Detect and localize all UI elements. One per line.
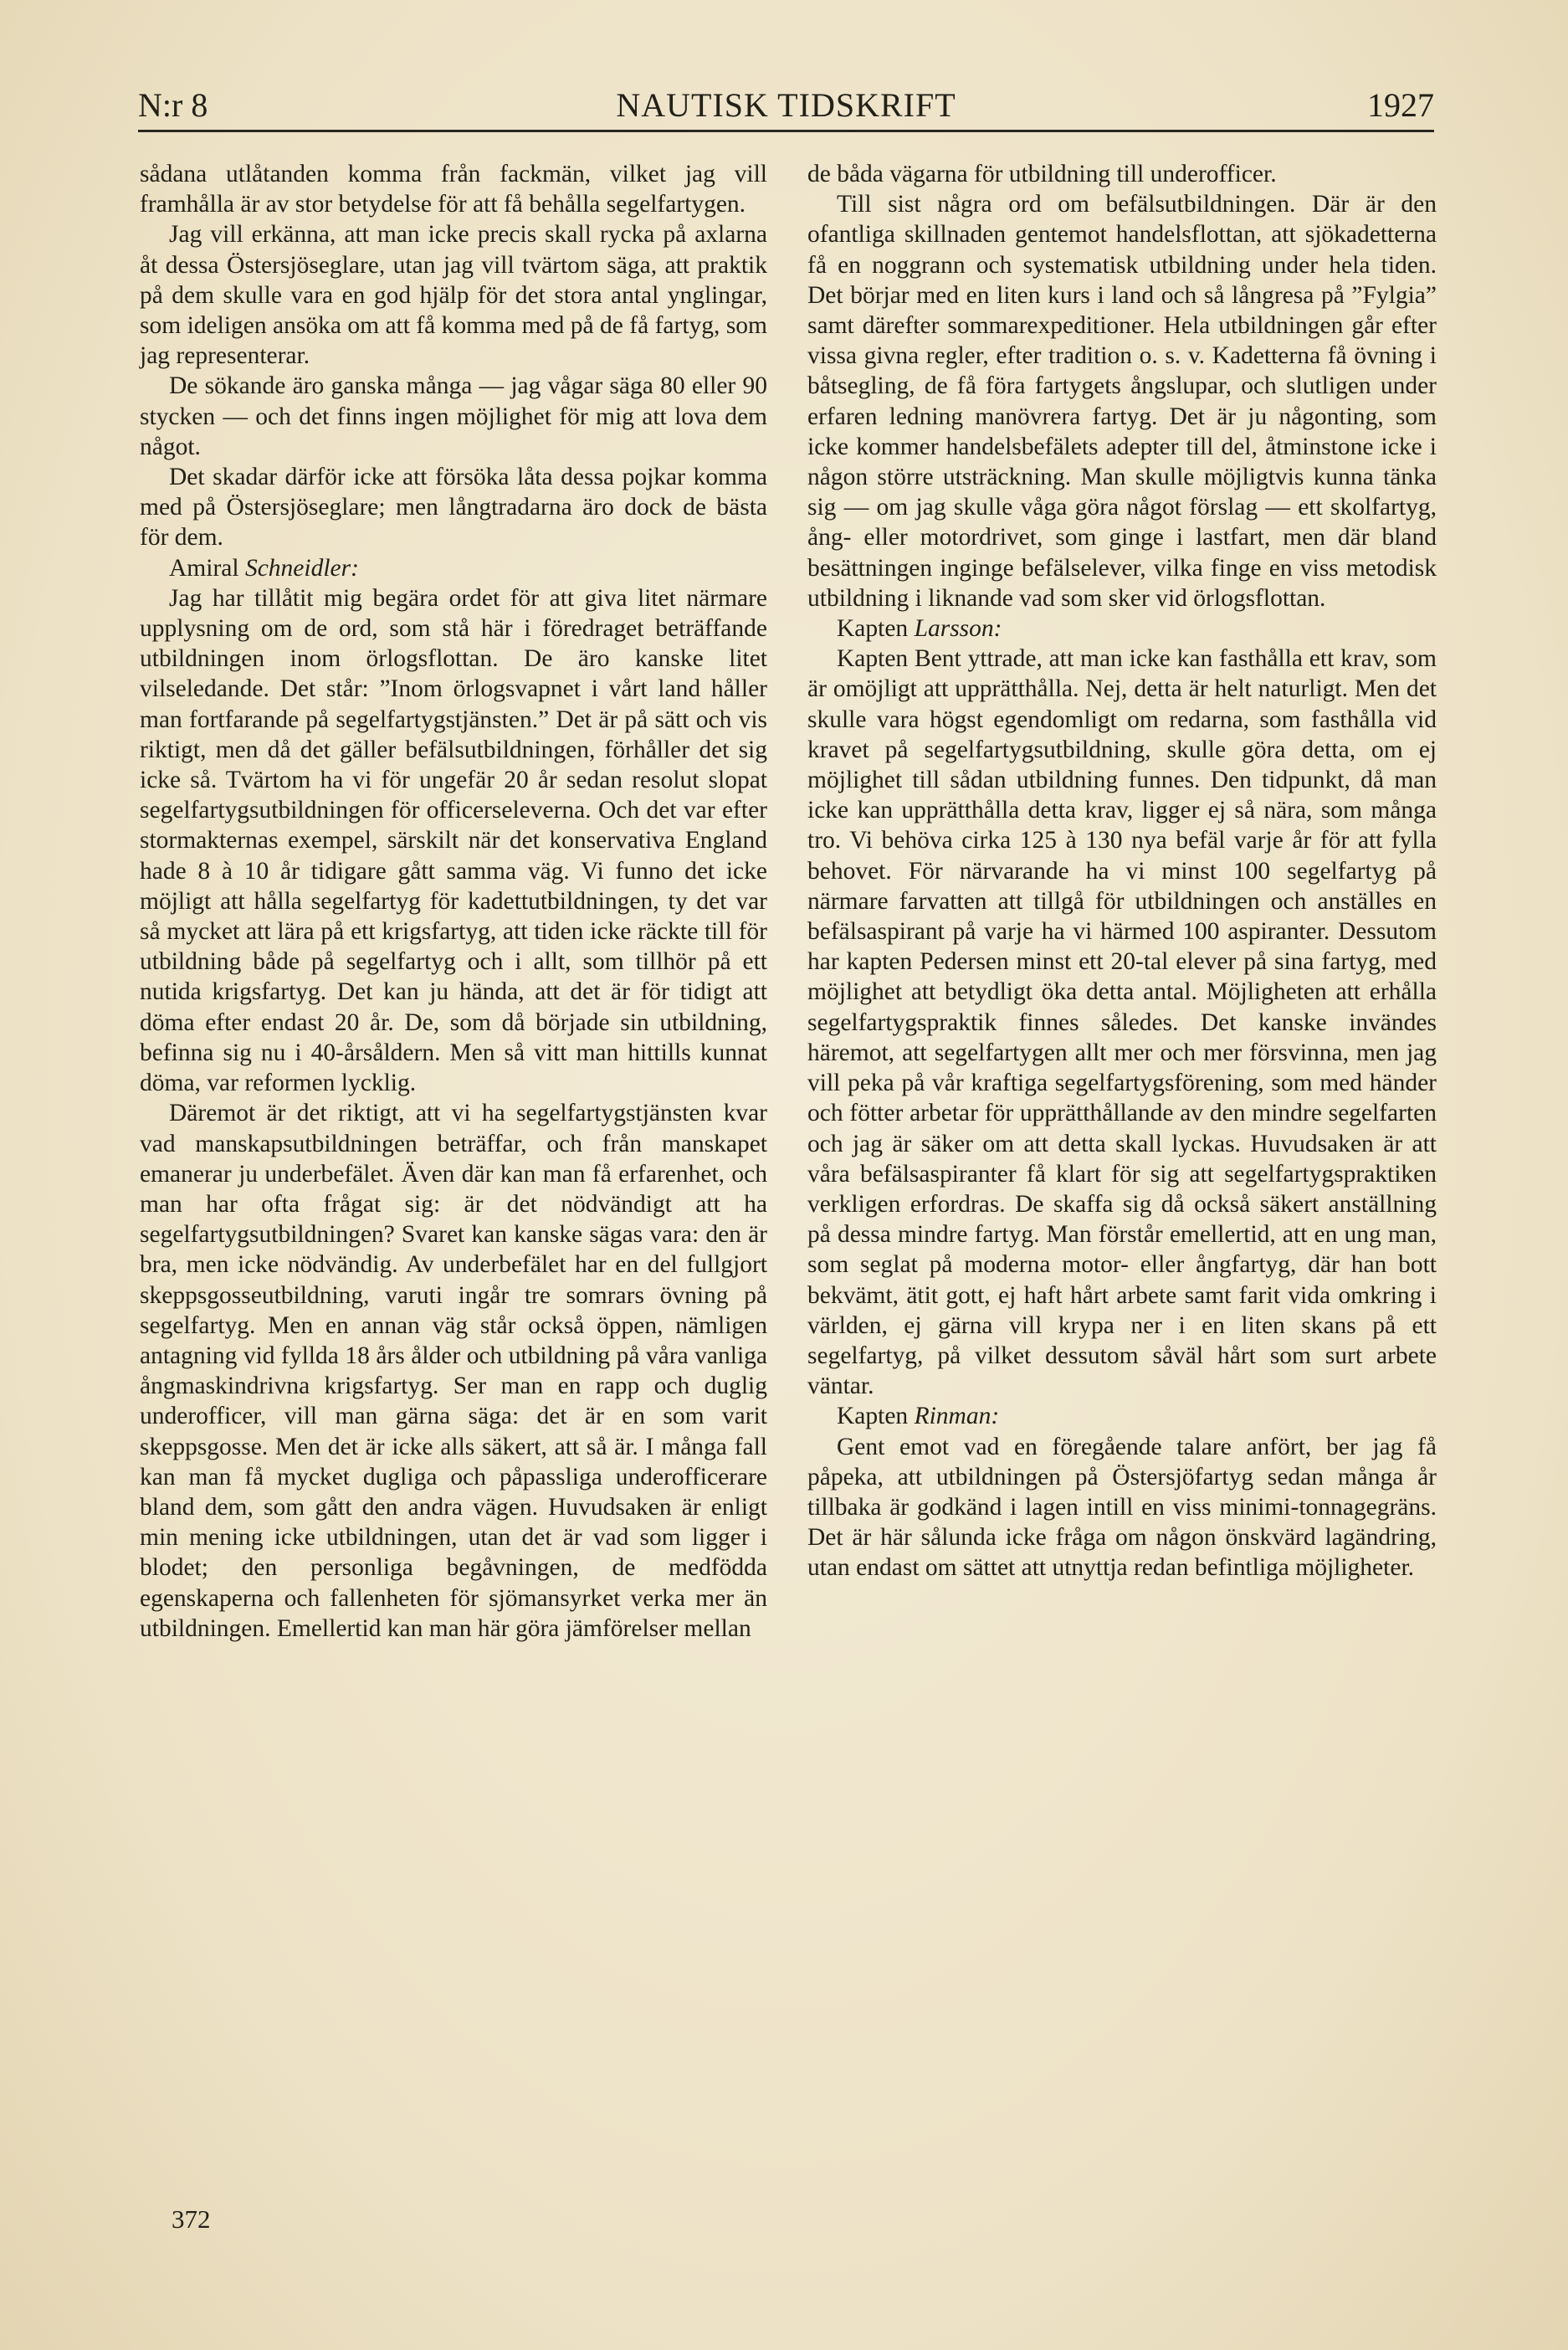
left-column (140, 159, 767, 1644)
speaker-heading (807, 613, 1437, 644)
journal-title: NAUTISK TIDSKRIFT (616, 86, 956, 124)
speaker-name: Rinman: (914, 1403, 1000, 1430)
issue-number: N:r 8 (138, 86, 208, 124)
paragraph: sådana utlåtanden komma från fackmän, vilket jag vill framhålla är av stor betydelse för att få behålla segelfartygen. (140, 161, 767, 218)
page-number: 372 (172, 2204, 211, 2234)
speaker-title: Kapten (837, 1403, 909, 1430)
paragraph: Kapten Bent yttrade, att man icke kan fasthålla ett krav, som är omöjligt att upprätthålla. Nej, detta är helt naturligt. Men det skulle vara högst egendomligt om redarna, som fasthålla vid kravet på segelfartygsutbildning, skulle göra detta, om ej möjlighet till sådan utbildning funnes. Den tidpunkt, då man icke kan upprätthålla detta krav, ligger ej så nära, som många tro. Vi behöva cirka 125 à 130 nya befäl varje år för att fylla behovet. För närvarande ha vi minst 100 segelfartyg på närmare farvatten att tillgå för utbildningen och anställes en befälsaspirant på varje ha vi härmed 100 aspiranter. Dessutom har kapten Pedersen minst ett 20-tal elever på sina fartyg, med möjlighet att betydligt öka detta antal. Möjligheten att erhålla segelfartygspraktik finnes således. Det kanske invändes häremot, att segelfartygen allt mer och mer försvinna, men jag vill peka på vår kraftiga segelfartygsförening, som med händer och fötter arbetar för upprätthållande av den mindre segelfarten och jag är säker om att detta skall lyckas. Huvudsaken är att våra befälsaspiranter få klart för sig att segelfartygspraktiken verkligen erfordras. De skaffa sig då också säkert anställning på dessa mindre fartyg. Man förstår emellertid, att en ung man, som seglat på moderna motor- eller ångfartyg, där han bott bekvämt, ätit gott, ej haft hårt arbete samt farit vida omkring i världen, ej gärna vill krypa ner i en liten skans på ett segelfartyg, på vilket dessutom såväl hårt som surt arbete väntar. (807, 645, 1437, 1400)
paragraph: Till sist några ord om befälsutbildningen. Där är den ofantliga skillnaden gentemot handelsflottan, att sjökadetterna få en noggrann och systematisk utbildning under hela tiden. Det börjar med en liten kurs i land och så långresa på ”Fylgia” samt därefter sommarexpeditioner. Hela utbildningen går efter vissa givna regler, efter tradition o. s. v. Kadetterna få övning i båtsegling, de få föra fartygets ångslupar, och slutligen under erfaren ledning manövrera fartyg. Det är ju någonting, som icke kommer handelsbefälets adepter till del, åtminstone icke i någon större utsträckning. Man skulle möjligtvis kunna tänka sig — om jag skulle våga göra något förslag — ett skolfartyg, ång- eller motordrivet, som ginge i lastfart, men där bland besättningen inginge befälselever, vilka finge en viss metodisk utbildning i liknande vad som sker vid örlogsflottan. (807, 191, 1437, 612)
paragraph: Jag har tillåtit mig begära ordet för att giva litet närmare upplysning om de ord, som stå här i föredraget beträffande utbildningen inom örlogsflottan. De äro kanske litet vilseledande. Det står: ”Inom örlogsvapnet i vårt land håller man fortfarande på segelfartygstjänsten.” Det är på sätt och vis riktigt, men då det gäller befälsutbildningen, förhåller det sig icke så. Tvärtom ha vi för ungefär 20 år sedan resolut slopat segelfartygsutbildningen för officerseleverna. Och det var efter stormakternas exempel, särskilt när det konservativa England hade 8 à 10 år tidigare gått samma väg. Vi funno det icke möjligt att hålla segelfartyg för kadettutbildningen, ty det var så mycket att lära på ett krigsfartyg, att tiden icke räckte till för utbildning både på segelfartyg och i allt, som tillhör på ett nutida krigsfartyg. Det kan ju hända, att det är för tidigt att döma efter endast 20 år. De, som då började sin utbildning, befinna sig nu i 40-årsåldern. Men så vitt man hittills kunnat döma, var reformen lycklig. (140, 584, 767, 1097)
year: 1927 (1367, 86, 1434, 124)
right-column (807, 159, 1437, 1583)
paragraph: Jag vill erkänna, att man icke precis skall rycka på axlarna åt dessa Östersjöseglare, utan jag vill tvärtom säga, att praktik på dem skulle vara en god hjälp för det stora antal ynglingar, som ideligen ansöka om att få komma med på de få fartyg, som jag representerar. (140, 221, 767, 370)
paragraph: De sökande äro ganska många — jag vågar säga 80 eller 90 stycken — och det finns ingen möjlighet för mig att lova dem något. (140, 372, 767, 460)
speaker-name: Larsson: (914, 615, 1002, 643)
paragraph: Det skadar därför icke att försöka låta dessa pojkar komma med på Östersjöseglare; men långtradarna äro dock de bästa för dem. (140, 464, 767, 552)
speaker-name: Schneidler: (244, 554, 359, 582)
speaker-heading (807, 1401, 1437, 1431)
speaker-title: Amiral (169, 554, 239, 582)
paragraph: de båda vägarna för utbildning till underofficer. (807, 161, 1277, 187)
paragraph: Däremot är det riktigt, att vi ha segelfartygstjänsten kvar vad manskapsutbildningen beträffar, och från manskapet emanerar ju underbefälet. Även där kan man få erfarenhet, och man har ofta frågat sig: är det nödvändigt att ha segelfartygsutbildningen? Svaret kan kanske sägas vara: den är bra, men icke nödvändig. Av underbefälet har en del fullgjort skeppsgosseutbildning, varuti ingår tre somrars övning på segelfartyg. Men en annan väg står också öppen, nämligen antagning vid fyllda 18 års ålder och utbildning på våra vanliga ångmaskindrivna krigsfartyg. Ser man en rapp och duglig underofficer, vill man gärna säga: det är en som varit skeppsgosse. Men det är icke alls säkert, att så är. I många fall kan man få mycket dugliga och påpassliga underofficerare bland dem, som gått den andra vägen. Huvudsaken är enligt min mening icke utbildningen, utan det är vad som ligger i blodet; den personliga begåvningen, de medfödda egenskaperna och fallenheten för sjömansyrket verka mer än utbildningen. Emellertid kan man här göra jämförelser mellan (140, 1100, 767, 1642)
paragraph: Gent emot vad en föregående talare anfört, ber jag få påpeka, att utbildningen på Östersjöfartyg sedan många år tillbaka är godkänd i lagen intill en viss minimi-tonnagegräns. Det är här sålunda icke fråga om någon önskvärd lagändring, utan endast om sättet att utnyttja redan befintliga möjligheter. (807, 1433, 1437, 1582)
speaker-heading (140, 553, 767, 583)
running-header (138, 80, 1434, 132)
speaker-title: Kapten (837, 615, 909, 643)
